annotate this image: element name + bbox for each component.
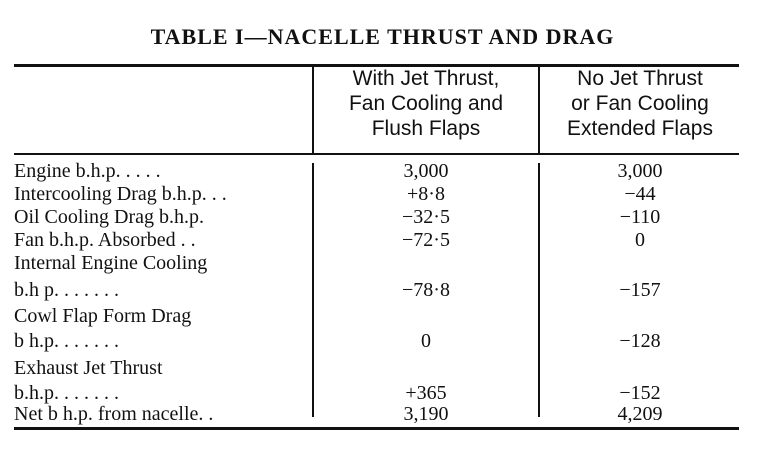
- table-row: [14, 183, 739, 205]
- row-label: Net b h.p. from nacelle. .: [14, 403, 214, 425]
- row-label: b h.p. . . . . . .: [14, 330, 119, 352]
- value-no-jet-thrust: −110: [619, 206, 661, 228]
- header-rule: [14, 153, 739, 155]
- row-label: b.h p. . . . . . .: [14, 279, 119, 301]
- bottom-rule: [14, 427, 739, 430]
- table-row: [14, 382, 739, 404]
- table-row: [14, 206, 739, 228]
- column-header-line: Fan Cooling and: [348, 92, 504, 115]
- value-jet-thrust: +365: [405, 382, 447, 404]
- value-no-jet-thrust: 3,000: [617, 160, 663, 182]
- value-no-jet-thrust: −157: [619, 279, 661, 301]
- column-header-jet-thrust: [314, 66, 538, 141]
- value-jet-thrust: −32·5: [402, 206, 450, 228]
- table-row: [14, 279, 739, 301]
- row-label: Engine b.h.p. . . . .: [14, 160, 161, 182]
- table-row: [14, 305, 739, 327]
- table-row: [14, 252, 739, 274]
- column-header-line: or Fan Cooling: [571, 92, 709, 115]
- table-title: TABLE I—NACELLE THRUST AND DRAG: [150, 24, 615, 49]
- table-row: [14, 330, 739, 352]
- column-header-line: No Jet Thrust: [577, 67, 703, 90]
- row-label: Oil Cooling Drag b.h.p.: [14, 206, 204, 228]
- row-label: b.h.p. . . . . . .: [14, 382, 119, 404]
- column-header-line: Extended Flaps: [567, 117, 713, 140]
- value-no-jet-thrust: −128: [619, 330, 661, 352]
- table-row: [14, 357, 739, 379]
- row-label: Internal Engine Cooling: [14, 252, 208, 274]
- row-label: Cowl Flap Form Drag: [14, 305, 192, 327]
- table-row: [14, 403, 739, 425]
- value-jet-thrust: +8·8: [407, 183, 445, 205]
- value-jet-thrust: 3,190: [403, 403, 449, 425]
- column-header-line: With Jet Thrust,: [352, 67, 500, 90]
- row-label: Exhaust Jet Thrust: [14, 357, 163, 379]
- table-row: [14, 160, 739, 182]
- column-header-line: Flush Flaps: [371, 117, 481, 140]
- value-jet-thrust: 3,000: [403, 160, 449, 182]
- value-no-jet-thrust: 4,209: [617, 403, 663, 425]
- value-no-jet-thrust: −152: [619, 382, 661, 404]
- value-jet-thrust: 0: [421, 330, 431, 352]
- value-no-jet-thrust: −44: [624, 183, 656, 205]
- value-jet-thrust: −78·8: [402, 279, 450, 301]
- table-row: [14, 229, 739, 251]
- value-jet-thrust: −72·5: [402, 229, 450, 251]
- value-no-jet-thrust: 0: [635, 229, 645, 251]
- row-label: Fan b.h.p. Absorbed . .: [14, 229, 196, 251]
- column-header-no-jet-thrust: [540, 66, 740, 141]
- row-label: Intercooling Drag b.h.p. . .: [14, 183, 227, 205]
